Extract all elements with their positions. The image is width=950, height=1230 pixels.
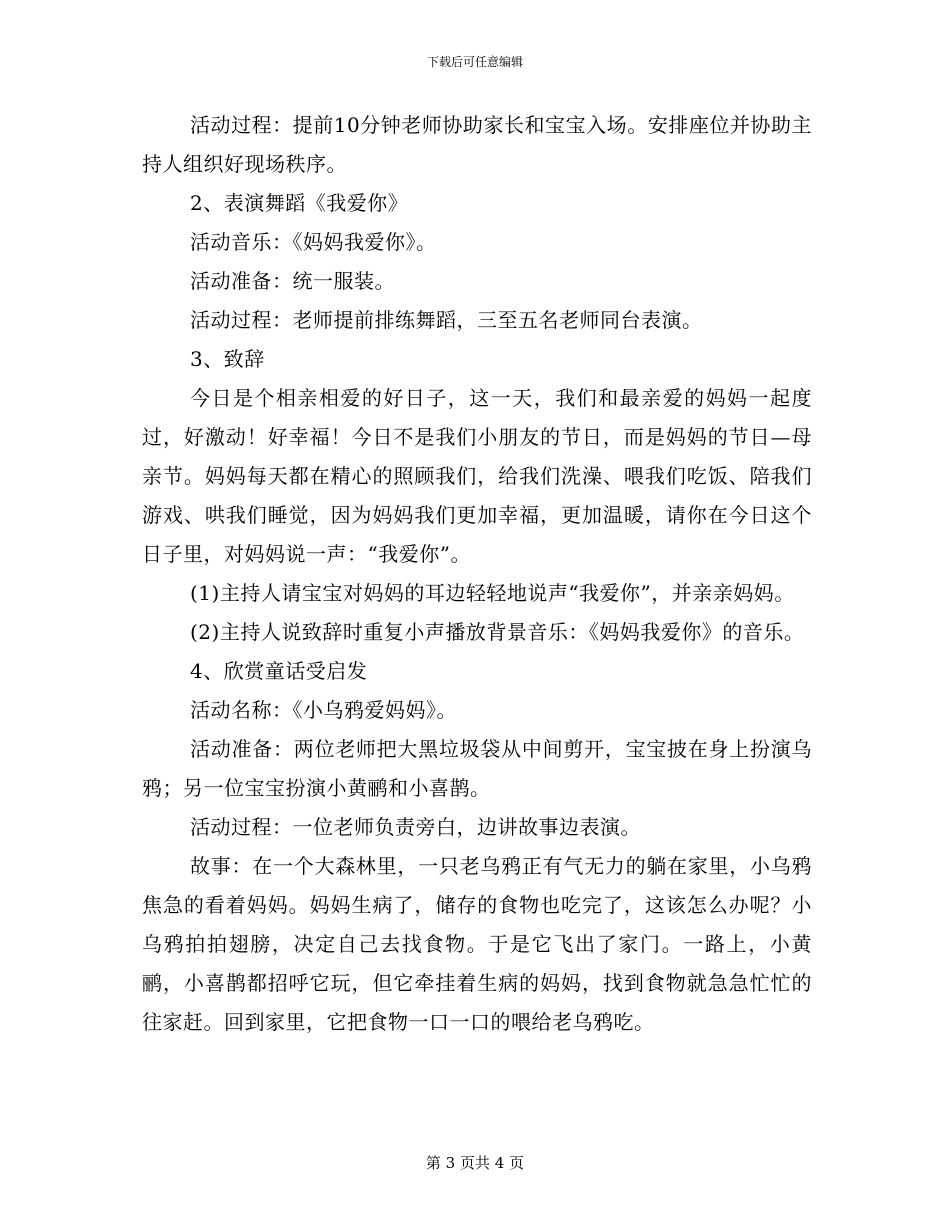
document-body <box>142 106 812 1042</box>
paragraph-story: 故事：在一个大森林里，一只老乌鸦正有气无力的躺在家里，小乌鸦焦急的看着妈妈。妈妈生病了，储存的食物也吃完了，这该怎么办呢？小乌鸦拍拍翅膀，决定自己去找食物。于是它飞出了家门。一路上，小黄鹂，小喜鹊都招呼它玩，但它牵挂着生病的妈妈，找到食物就急急忙忙的往家赶。回到家里，它把食物一口一口的喂给老乌鸦吃。 <box>142 854 812 1034</box>
paragraph-activity-process-2: 活动过程：老师提前排练舞蹈，三至五名老师同台表演。 <box>190 308 703 332</box>
paragraph-speech: 今日是个相亲相爱的好日子，这一天，我们和最亲爱的妈妈一起度过，好激动！好幸福！今日不是我们小朋友的节日，而是妈妈的节日—母亲节。妈妈每天都在精心的照顾我们，给我们洗澡、喂我们吃饭、陪我们游戏、哄我们睡觉，因为妈妈我们更加幸福，更加温暖，请你在今日这个日子里，对妈妈说一声：“我爱你”。 <box>142 386 812 566</box>
paragraph-step-2: (2)主持人说致辞时重复小声播放背景音乐：《妈妈我爱你》的音乐。 <box>190 620 805 644</box>
paragraph-activity-name: 活动名称：《小乌鸦爱妈妈》。 <box>190 698 457 722</box>
section-heading-dance: 2、表演舞蹈《我爱你》 <box>190 191 409 215</box>
page-header: 下载后可任意编辑 <box>426 55 523 69</box>
paragraph-activity-prep-1: 活动准备：统一服装。 <box>190 269 395 293</box>
paragraph-step-1: (1)主持人请宝宝对妈妈的耳边轻轻地说声“我爱你”，并亲亲妈妈。 <box>190 581 795 605</box>
section-heading-speech: 3、致辞 <box>190 347 265 371</box>
paragraph-activity-process-3: 活动过程：一位老师负责旁白，边讲故事边表演。 <box>190 815 641 839</box>
section-heading-fairy-tale: 4、欣赏童话受启发 <box>190 659 368 683</box>
page-footer: 第 3 页共 4 页 <box>425 1154 525 1172</box>
paragraph-activity-process-1: 活动过程：提前10分钟老师协助家长和宝宝入场。安排座位并协助主持人组织好现场秩序。 <box>142 113 812 176</box>
paragraph-activity-prep-2: 活动准备：两位老师把大黑垃圾袋从中间剪开，宝宝披在身上扮演乌鸦；另一位宝宝扮演小黄鹂和小喜鹊。 <box>142 737 812 800</box>
paragraph-activity-music: 活动音乐：《妈妈我爱你》。 <box>190 230 437 254</box>
